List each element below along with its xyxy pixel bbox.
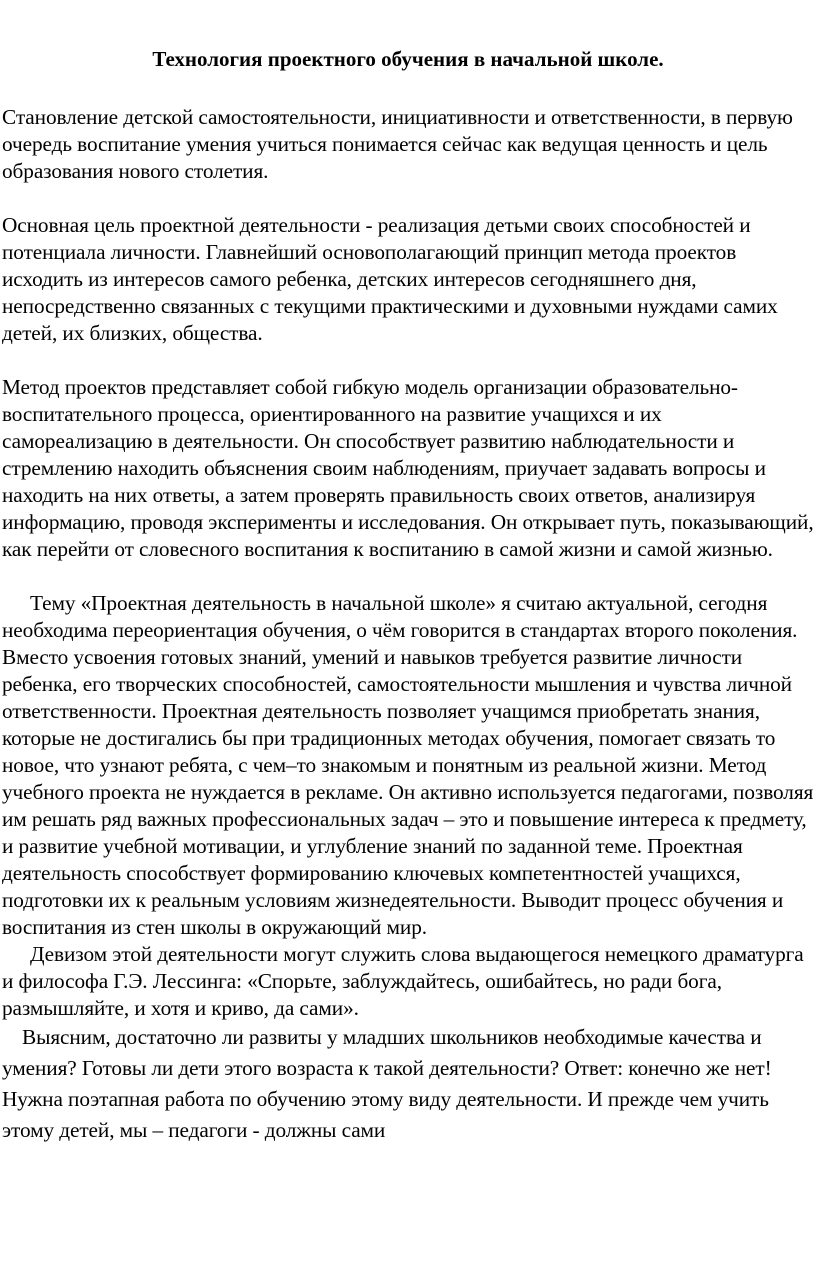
paragraph-1: Становление детской самостоятельности, инициативности и ответственности, в первую очередь воспитание умения учиться понимается сейчас как ведущая ценность и цель образования нового столетия.: [2, 105, 793, 183]
paragraph-5: Девизом этой деятельности могут служить слова выдающегося немецкого драматурга и философа Г.Э. Лессинга: «Спорьте, заблуждайтесь, ошибайтесь, но ради бога, размышляйте, и хотя и криво, да сами».: [2, 942, 804, 1020]
document-title: Технология проектного обучения в начальной школе.: [152, 47, 664, 71]
paragraph-2: Основная цель проектной деятельности - реализация детьми своих способностей и потенциала личности. Главнейший основополагающий принцип метода проектов исходить из интересов самого ребенка, детских интересов сегодняшнего дня, непосредственно связанных с текущими практическими и духовными нуждами самих детей, их близких, общества.: [2, 213, 778, 345]
paragraph-4: Тему «Проектная деятельность в начальной школе» я считаю актуальной, сегодня необходима переориентация обучения, о чём говорится в стандартах второго поколения. Вместо усвоения готовых знаний, умений и навыков требуется развитие личности ребенка, его творческих способностей, самостоятельности мышления и чувства личной ответственности. Проектная деятельность позволяет учащимся приобретать знания, которые не достигались бы при традиционных методах обучения, помогает связать то новое, что узнают ребята, с чем–то знакомым и понятным из реальной жизни. Метод учебного проекта не нуждается в рекламе. Он активно используется педагогами, позволяя им решать ряд важных профессиональных задач – это и повышение интереса к предмету, и развитие учебной мотивации, и углубление знаний по заданной теме. Проектная деятельность способствует формированию ключевых компетентностей учащихся, подготовки их к реальным условиям жизнедеятельности. Выводит процесс обучения и воспитания из стен школы в окружающий мир.: [2, 591, 814, 939]
paragraph-3: Метод проектов представляет собой гибкую модель организации образовательно-воспитательного процесса, ориентированного на развитие учащихся и их самореализацию в деятельности. Он способствует развитию наблюдательности и стремлению находить объяснения своим наблюдениям, приучает задавать вопросы и находить на них ответы, а затем проверять правильность своих ответов, анализируя информацию, проводя эксперименты и исследования. Он открывает путь, показывающий, как перейти от словесного воспитания к воспитанию в самой жизни и самой жизнью.: [2, 375, 814, 561]
paragraph-6: Выясним, достаточно ли развиты у младших школьников необходимые качества и умения? Готовы ли дети этого возраста к такой деятельности? Ответ: конечно же нет! Нужна поэтапная работа по обучению этому виду деятельности. И прежде чем учить этому детей, мы – педагоги - должны сами: [2, 1025, 772, 1142]
